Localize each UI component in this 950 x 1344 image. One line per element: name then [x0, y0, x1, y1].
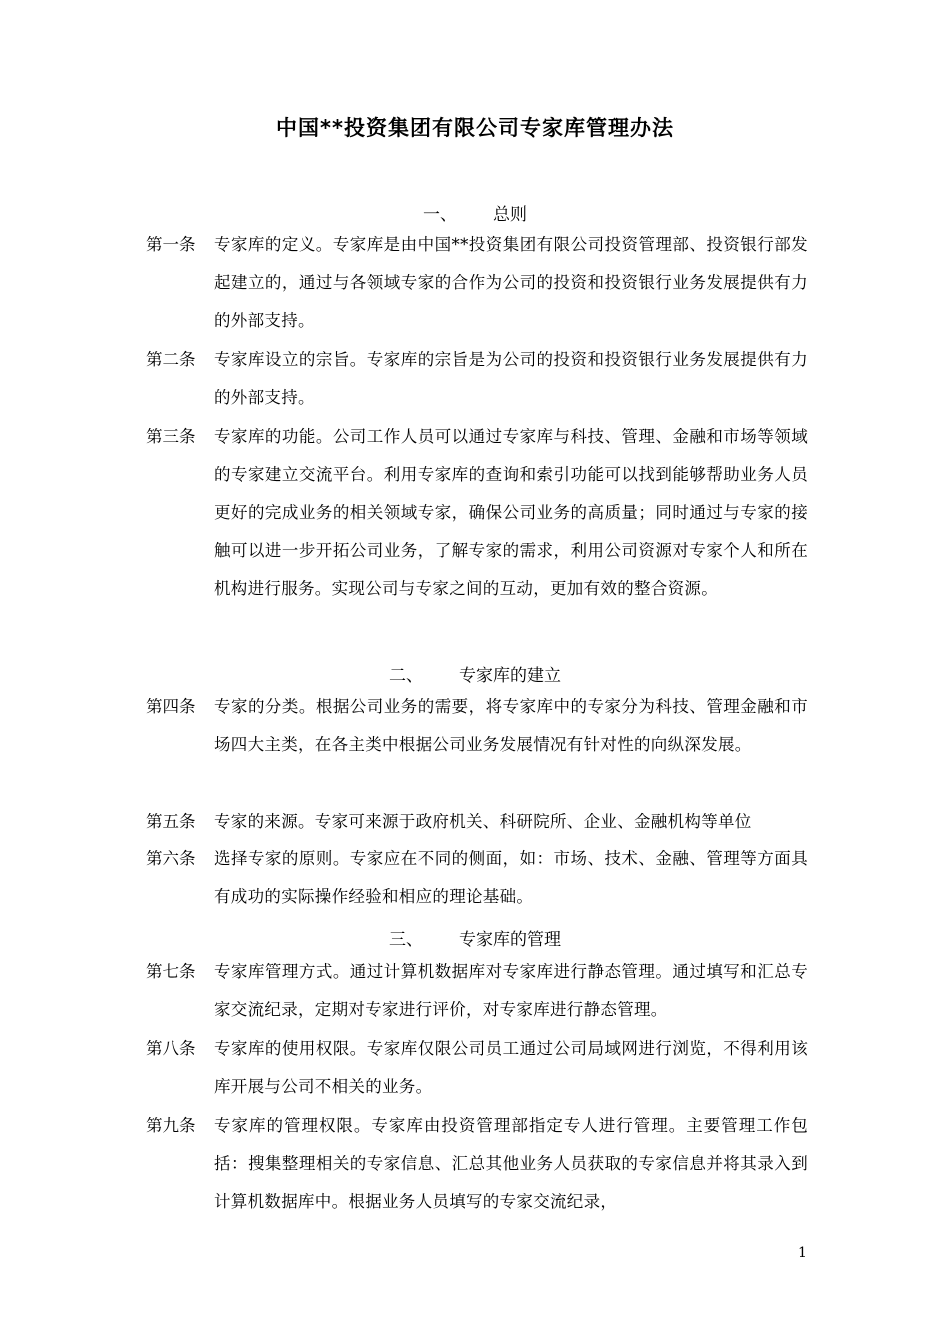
article-2 — [146, 341, 808, 417]
article-text: 专家库的使用权限。专家库仅限公司员工通过公司局域网进行浏览，不得利用该库开展与公司不相关的业务。 — [214, 1039, 808, 1096]
article-text: 专家的来源。专家可来源于政府机关、科研院所、企业、金融机构等单位 — [214, 812, 752, 831]
article-label: 第一条 — [146, 235, 196, 254]
section-title: 专家库的建立 — [459, 666, 561, 686]
article-1 — [146, 226, 808, 340]
article-5 — [146, 803, 808, 841]
section-heading-3 — [0, 925, 950, 950]
section-heading-2 — [0, 661, 950, 686]
article-text: 专家库管理方式。通过计算机数据库对专家库进行静态管理。通过填写和汇总专家交流纪录，定期对专家进行评价，对专家库进行静态管理。 — [214, 962, 808, 1019]
article-6 — [146, 840, 808, 916]
document-title: 中国**投资集团有限公司专家库管理办法 — [276, 116, 674, 140]
section-number: 三、 — [389, 930, 423, 950]
article-label: 第二条 — [146, 350, 196, 369]
article-label: 第五条 — [146, 812, 196, 831]
article-text: 专家库的管理权限。专家库由投资管理部指定专人进行管理。主要管理工作包括：搜集整理相关的专家信息、汇总其他业务人员获取的专家信息并将其录入到计算机数据库中。根据业务人员填写的专家交流纪录， — [214, 1116, 808, 1211]
article-text: 专家库的功能。公司工作人员可以通过专家库与科技、管理、金融和市场等领域的专家建立交流平台。利用专家库的查询和索引功能可以找到能够帮助业务人员更好的完成业务的相关领域专家，确保公司业务的高质量；同时通过与专家的接触可以进一步开拓公司业务，了解专家的需求，利用公司资源对专家个人和所在机构进行服务。实现公司与专家之间的互动，更加有效的整合资源。 — [214, 427, 808, 598]
article-label: 第七条 — [146, 962, 196, 981]
article-9 — [146, 1107, 808, 1221]
article-8 — [146, 1030, 808, 1106]
article-label: 第八条 — [146, 1039, 196, 1058]
section-number: 二、 — [389, 666, 423, 686]
section-heading-1 — [0, 200, 950, 225]
article-text: 专家的分类。根据公司业务的需要，将专家库中的专家分为科技、管理金融和市场四大主类，在各主类中根据公司业务发展情况有针对性的向纵深发展。 — [214, 697, 808, 754]
article-text: 专家库的定义。专家库是由中国**投资集团有限公司投资管理部、投资银行部发起建立的，通过与各领域专家的合作为公司的投资和投资银行业务发展提供有力的外部支持。 — [214, 235, 808, 330]
article-4 — [146, 688, 808, 764]
section-title: 总则 — [493, 205, 527, 225]
section-title: 专家库的管理 — [459, 930, 561, 950]
page-number: 1 — [798, 1245, 807, 1261]
article-label: 第六条 — [146, 849, 196, 868]
article-label: 第三条 — [146, 427, 196, 446]
article-7 — [146, 953, 808, 1029]
article-text: 专家库设立的宗旨。专家库的宗旨是为公司的投资和投资银行业务发展提供有力的外部支持。 — [214, 350, 808, 407]
article-text: 选择专家的原则。专家应在不同的侧面，如：市场、技术、金融、管理等方面具有成功的实际操作经验和相应的理论基础。 — [214, 849, 808, 906]
section-number: 一、 — [423, 205, 457, 225]
article-label: 第九条 — [146, 1116, 196, 1135]
article-3 — [146, 418, 808, 608]
article-label: 第四条 — [146, 697, 196, 716]
